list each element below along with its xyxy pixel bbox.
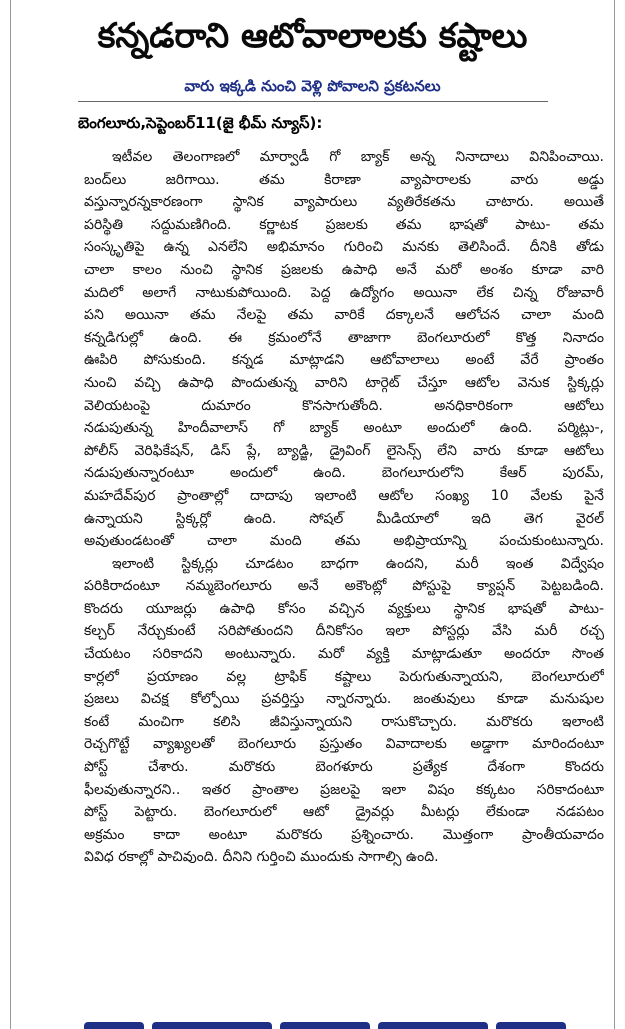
article-line: నడుపుతున్న హిందీవాలాస్ గో బ్యాక్ అంటూ అందులో ఉంది. పర్మిట్లు-,: [84, 420, 604, 437]
article-line: కొందరు యూజర్లు ఉపాధి కోసం వచ్చిన వ్యక్తులు స్థానిక భాషతో పాటు-: [84, 600, 604, 617]
dateline: బెంగలూరు,సెప్టెంబర్11(జై భీమ్ న్యూస్):: [78, 114, 323, 132]
article-line: ఫీలవుతున్నారని.. ఇతర ప్రాంతాల ప్రజలపై ఇలా విషం కక్కటం సరికాదంటూ: [84, 781, 604, 798]
article-line: ఇటీవల తెలంగాణలో మార్వాడీ గో బ్యాక్ అన్న నినాదాలు వినిపించాయి.: [112, 149, 604, 165]
article-line: పోస్ట్ పెట్టారు. బెంగలూరులో ఆటో డ్రైవర్లు మీటర్లు లేకుండా నడపటం: [84, 804, 604, 821]
article-line: పరికిరాదంటూ నమ్మబెంగలూరు అనే అకౌంట్లో పోస్టుపై క్యాప్షన్ పెట్టబడింది.: [84, 578, 604, 595]
article-line: కన్నడిగుల్లో ఉంది. ఈ క్రమంలోనే తాజాగా బెంగలూరులో కొత్త నినాదం: [84, 329, 604, 346]
next-headline-cutoff: [84, 1016, 604, 1029]
article-line: వివిధ రకాల్లో పాచివుంది. దీనిని గుర్తించి ముందుకు సాగాల్సి ఉంది.: [84, 849, 439, 866]
article-line: అక్రమం కాదా అంటూ మరొకరు ప్రశ్నించారు. మొత్తంగా ప్రాంతీయవాదం: [84, 826, 604, 843]
article-line: కల్చర్ నేర్చుకుంటే సరిపోతుందని దీనికోసం ఇలా పోస్టర్లు వేసి మరీ రచ్చ: [84, 623, 604, 640]
article-line: చేయటం సరికాదని అంటున్నారు. మరో వ్యక్తి మాట్లాడుతూ అందరూ సొంత: [84, 646, 604, 663]
article-line: మదిలో అలాగే నాటుకుపోయింది. పెద్ద ఉద్యోగం అయినా లేక చిన్న రోజువారీ: [84, 284, 604, 301]
article-line: పని అయినా తమ నేలపై తమ వారికే దక్కాలనే ఆలోచన చాలా మంది: [84, 307, 604, 324]
article-line: చాలా కాలం నుంచి స్థానిక ప్రజలకు ఉపాధి అనే మరో అంశం కూడా వారి: [84, 261, 604, 278]
article-line: పరిస్థితి సద్దుమణిగింది. కర్ణాటక ప్రజలకు తమ భాషతో పాటు- తమ: [84, 216, 604, 233]
article-line: నడుపుతున్నారంటూ అందులో ఉంది. బెంగలూరులోని కేఆర్ పురమ్,: [84, 465, 604, 482]
article-line: ఊపిరి పోసుకుంది. కన్నడ మాట్లాడని ఆటోవాలాలు అంటే వేరే ప్రాంతం: [84, 352, 604, 369]
headline: కన్నడరాని ఆటోవాలాలకు కష్టాలు: [97, 16, 528, 56]
article-line: పోస్ట్ చేశారు. మరొకరు బెంగళూరు ప్రత్యేక దేశంగా కొందరు: [84, 759, 604, 776]
article-line: ఉన్నాయని స్టిక్కర్లో ఉంది. సోషల్ మీడియాలో ఇది తెగ వైరల్: [84, 510, 604, 527]
article-line: పోలీస్ వెరిఫికేషన్, డిస్ ప్లే, బ్యాడ్జి, డ్రైవింగ్ లైసెన్స్ లేని వారు కూడా ఆటోలు: [84, 442, 604, 459]
article-line: కంటే మంచిగా కలిసి జీవిస్తున్నాయని రాసుకొచ్చారు. మరొకరు ఇలాంటి: [84, 713, 604, 730]
article-line: నుంచి వచ్చి ఉపాధి పొందుతున్న వారిని టార్గెట్ చేస్తూ ఆటోల వెనుక స్టిక్కర్లు: [84, 374, 604, 391]
article-line: ప్రజలు విచక్ష కోల్పోయి ప్రవర్తిస్తు న్నారన్నారు. జంతువులు కూడా మనుషుల: [84, 691, 604, 708]
article-line: వెలియటంపై దుమారం కొనసాగుతోంది. అనధికారికంగా ఆటోలు: [84, 397, 604, 414]
article-line: మహదేవ్‌పుర ప్రాంతాల్లో దాదాపు ఇలాంటి ఆటోల సంఖ్య 10 వేలకు పైనే: [84, 487, 604, 504]
article-line: సంస్కృతిపై ఉన్న ఎనలేని అభిమానం గురించి మనకు తెలిసిందే. దీనికి తోడు: [84, 239, 604, 256]
article-line: వస్తున్నారన్నకారణంగా స్థానిక వ్యాపారులు వ్యతిరేకతను చాటారు. అయితే: [84, 194, 604, 211]
article-line: అవుతుండటంతో చాలా మంది తమ అభిప్రాయాన్ని పంచుకుంటున్నారు.: [84, 533, 604, 550]
article-line: ఇలాంటి స్టిక్కర్లు చూడటం బాధగా ఉందని, మరీ ఇంత విద్వేషం: [112, 555, 604, 572]
article-line: బంద్‌లు జరిగాయి. తమ కిరాణా వ్యాపారాలకు వారు అడ్డు: [84, 171, 604, 188]
article-line: రెచ్చగొట్టే వ్యాఖ్యలతో బెంగలూరు ప్రస్తుతం వివాదాలకు అడ్డాగా మారిందంటూ: [84, 736, 604, 753]
article-body: [84, 146, 604, 869]
divider: [78, 101, 548, 102]
subheadline: వారు ఇక్కడి నుంచి వెళ్లి పోవాలని ప్రకటనలు: [184, 77, 441, 95]
article-line: కార్లలో ప్రయాణం వల్ల ట్రాఫిక్ కష్టాలు పెరుగుతున్నాయని, బెంగలూరులో: [84, 668, 604, 685]
